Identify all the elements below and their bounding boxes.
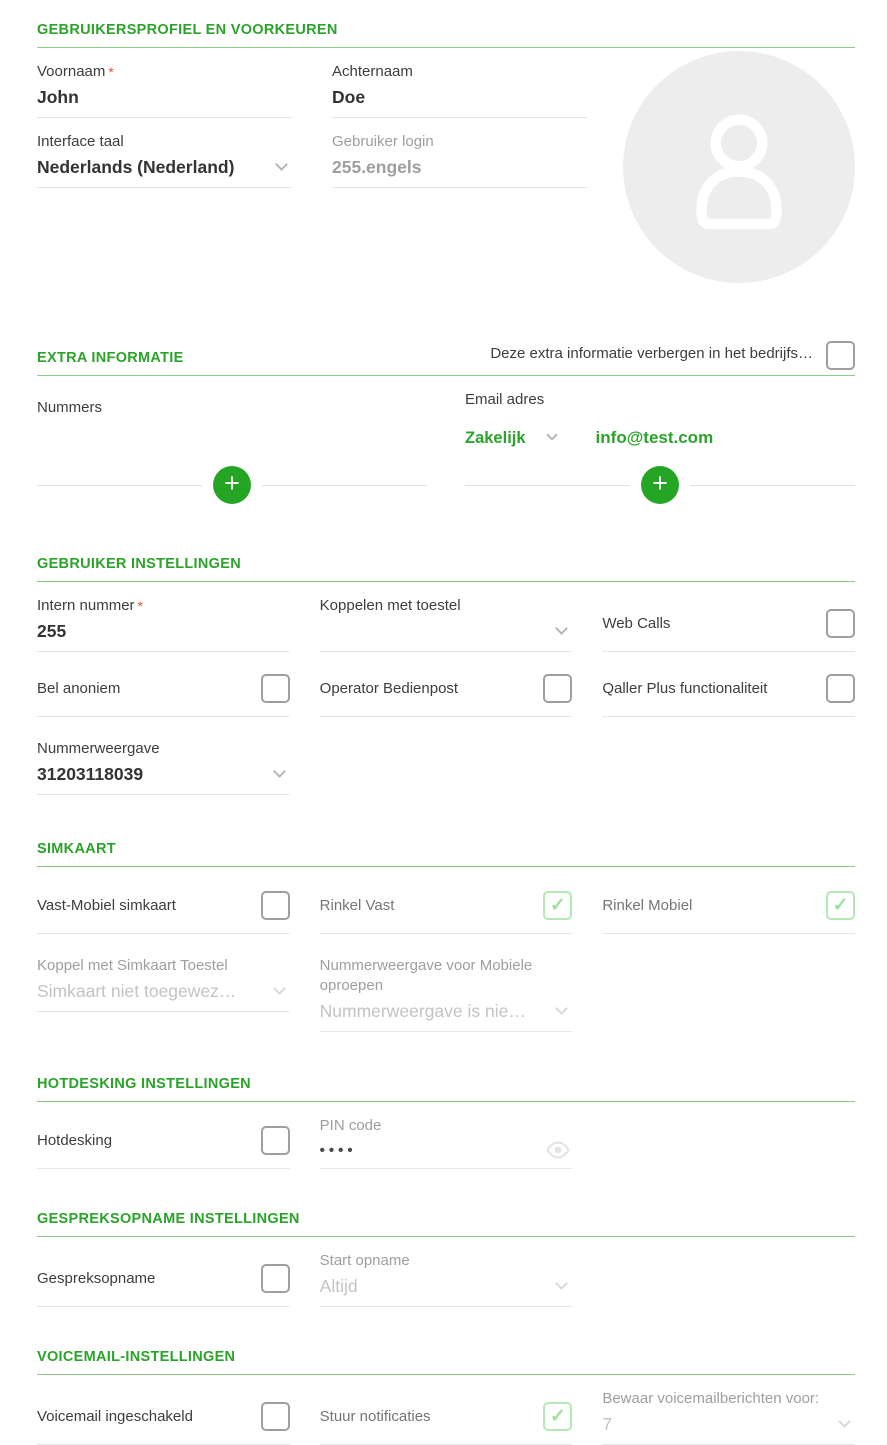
- hide-extra-info-label: Deze extra informatie verbergen in het bedrijfs…: [490, 345, 813, 362]
- field-gespreksopname: [37, 1237, 290, 1307]
- email-column: [465, 376, 855, 504]
- field-qaller-plus: [602, 664, 855, 717]
- bewaar-voicemail-label: Bewaar voicemailberichten voor:: [602, 1390, 820, 1407]
- email-adres-label: Email adres: [465, 391, 545, 408]
- stuur-notificaties-label: Stuur notificaties: [319, 1408, 431, 1425]
- nummerweergave-mobiel-label: Nummerweergave voor Mobiele oproepen: [319, 957, 533, 994]
- start-opname-label: Start opname: [319, 1252, 410, 1269]
- section-simkaart: [37, 841, 855, 1032]
- chevron-down-icon[interactable]: [546, 429, 557, 440]
- field-nummerweergave-mobiel: [320, 942, 573, 1032]
- field-bel-anoniem: [37, 664, 290, 717]
- start-opname-value: Altijd: [319, 1276, 358, 1296]
- chevron-down-icon: [555, 1277, 568, 1290]
- add-email-button[interactable]: [641, 466, 679, 504]
- field-interface-taal: [37, 118, 292, 188]
- section-gespreksopname-title: GESPREKSOPNAME INSTELLINGEN: [37, 1211, 300, 1227]
- qaller-plus-label: Qaller Plus functionaliteit: [602, 680, 768, 697]
- nummerweergave-label: Nummerweergave: [37, 740, 160, 757]
- qaller-plus-checkbox[interactable]: [826, 674, 855, 703]
- bel-anoniem-label: Bel anoniem: [37, 680, 121, 697]
- operator-bedienpost-label: Operator Bedienpost: [319, 680, 459, 697]
- koppel-simkaart-value: Simkaart niet toegewez…: [37, 981, 237, 1001]
- check-icon: ✓: [549, 895, 566, 916]
- add-number-button[interactable]: [213, 466, 251, 504]
- section-extra-title: EXTRA INFORMATIE: [37, 350, 184, 366]
- interface-taal-select[interactable]: [37, 152, 292, 188]
- section-extra-informatie: [37, 341, 855, 504]
- email-type-select[interactable]: Zakelijk: [465, 428, 526, 447]
- field-voornaam: [37, 48, 292, 118]
- gespreksopname-label: Gespreksopname: [37, 1270, 156, 1287]
- field-koppel-simkaart-toestel: [37, 942, 290, 1012]
- voornaam-input[interactable]: John: [37, 87, 79, 107]
- gebruiker-login-value: 255.engels: [332, 157, 422, 177]
- field-rinkel-vast: [320, 881, 573, 934]
- bel-anoniem-checkbox[interactable]: [261, 674, 290, 703]
- hide-extra-info-checkbox[interactable]: [826, 341, 855, 370]
- divider: [465, 485, 630, 486]
- add-number-row: [37, 466, 427, 504]
- field-stuur-notificaties: [320, 1375, 573, 1445]
- interface-taal-value: Nederlands (Nederland): [37, 157, 235, 177]
- koppelen-select[interactable]: [320, 616, 573, 652]
- section-simkaart-title: SIMKAART: [37, 841, 116, 857]
- section-hotdesking: [37, 1076, 855, 1169]
- hotdesking-checkbox[interactable]: [261, 1126, 290, 1155]
- rinkel-vast-label: Rinkel Vast: [319, 897, 395, 914]
- web-calls-label: Web Calls: [602, 615, 671, 632]
- plus-icon: +: [652, 468, 668, 498]
- chevron-down-icon: [555, 1002, 568, 1015]
- field-achternaam: [332, 48, 587, 118]
- field-intern-nummer: [37, 582, 290, 652]
- section-gespreksopname: [37, 1211, 855, 1307]
- voicemail-ingeschakeld-label: Voicemail ingeschakeld: [37, 1408, 193, 1425]
- rinkel-mobiel-label: Rinkel Mobiel: [602, 897, 693, 914]
- pin-code-label: PIN code: [319, 1117, 382, 1134]
- field-pin-code: [320, 1102, 573, 1169]
- gespreksopname-checkbox[interactable]: [261, 1264, 290, 1293]
- nummers-label: Nummers: [37, 399, 103, 416]
- section-hotdesking-title: HOTDESKING INSTELLINGEN: [37, 1076, 251, 1092]
- person-icon: [664, 92, 814, 242]
- gebruiker-login-label: Gebruiker login: [332, 133, 434, 150]
- koppel-simkaart-select[interactable]: [37, 976, 290, 1012]
- pin-code-input[interactable]: ••••: [319, 1141, 357, 1159]
- nummerweergave-select[interactable]: [37, 759, 290, 795]
- plus-icon: +: [224, 468, 240, 498]
- koppelen-value: [320, 621, 325, 642]
- section-voicemail: [37, 1349, 855, 1445]
- voornaam-label: Voornaam *: [37, 63, 114, 80]
- chevron-down-icon: [275, 158, 288, 171]
- vast-mobiel-label: Vast-Mobiel simkaart: [37, 897, 176, 914]
- operator-bedienpost-checkbox[interactable]: [543, 674, 572, 703]
- field-nummerweergave: [37, 725, 290, 795]
- stuur-notificaties-checkbox[interactable]: [543, 1402, 572, 1431]
- nummers-column: [37, 376, 427, 504]
- divider: [262, 485, 427, 486]
- hotdesking-label: Hotdesking: [37, 1132, 113, 1149]
- web-calls-checkbox[interactable]: [826, 609, 855, 638]
- check-icon: ✓: [832, 895, 849, 916]
- section-profile-title: GEBRUIKERSPROFIEL EN VOORKEUREN: [37, 22, 338, 38]
- interface-taal-label: Interface taal: [37, 133, 124, 150]
- field-rinkel-mobiel: [602, 881, 855, 934]
- koppel-simkaart-label: Koppel met Simkaart Toestel: [37, 957, 228, 974]
- check-icon: ✓: [549, 1406, 566, 1427]
- chevron-down-icon: [273, 765, 286, 778]
- field-hotdesking: [37, 1102, 290, 1169]
- achternaam-label: Achternaam: [332, 63, 413, 80]
- intern-nummer-label: Intern nummer *: [37, 597, 143, 614]
- intern-nummer-input[interactable]: 255: [37, 621, 67, 641]
- chevron-down-icon: [555, 622, 568, 635]
- koppelen-label: Koppelen met toestel: [319, 597, 461, 614]
- section-user-title: GEBRUIKER INSTELLINGEN: [37, 556, 241, 572]
- nummerweergave-value: 31203118039: [37, 764, 144, 784]
- chevron-down-icon: [838, 1415, 851, 1428]
- add-email-row: [465, 466, 855, 504]
- voicemail-ingeschakeld-checkbox[interactable]: [261, 1402, 290, 1431]
- field-koppelen-met-toestel: [320, 582, 573, 652]
- section-gebruiker-instellingen: [37, 556, 855, 795]
- field-start-opname: [320, 1237, 573, 1307]
- divider: [690, 485, 855, 486]
- vast-mobiel-checkbox[interactable]: [261, 891, 290, 920]
- field-vast-mobiel-simkaart: [37, 881, 290, 934]
- divider: [37, 485, 202, 486]
- achternaam-input[interactable]: Doe: [332, 87, 366, 107]
- required-asterisk: *: [108, 64, 114, 80]
- field-gebruiker-login: [332, 118, 587, 188]
- start-opname-select[interactable]: [320, 1271, 573, 1307]
- bewaar-voicemail-value: 7: [602, 1414, 613, 1434]
- rinkel-vast-checkbox[interactable]: [543, 891, 572, 920]
- section-profile: [37, 22, 855, 283]
- email-value-input[interactable]: info@test.com: [595, 428, 714, 447]
- nummerweergave-mobiel-value: Nummerweergave is nie…: [319, 1001, 526, 1021]
- field-bewaar-voicemail: [602, 1375, 855, 1445]
- field-voicemail-ingeschakeld: [37, 1375, 290, 1445]
- show-password-eye-icon[interactable]: [546, 1141, 570, 1159]
- nummerweergave-mobiel-select[interactable]: [320, 996, 573, 1032]
- rinkel-mobiel-checkbox[interactable]: [826, 891, 855, 920]
- avatar[interactable]: [623, 51, 855, 283]
- chevron-down-icon: [273, 982, 286, 995]
- field-operator-bedienpost: [320, 664, 573, 717]
- field-web-calls: [602, 582, 855, 652]
- section-voicemail-title: VOICEMAIL-INSTELLINGEN: [37, 1349, 236, 1365]
- required-asterisk: *: [137, 598, 143, 614]
